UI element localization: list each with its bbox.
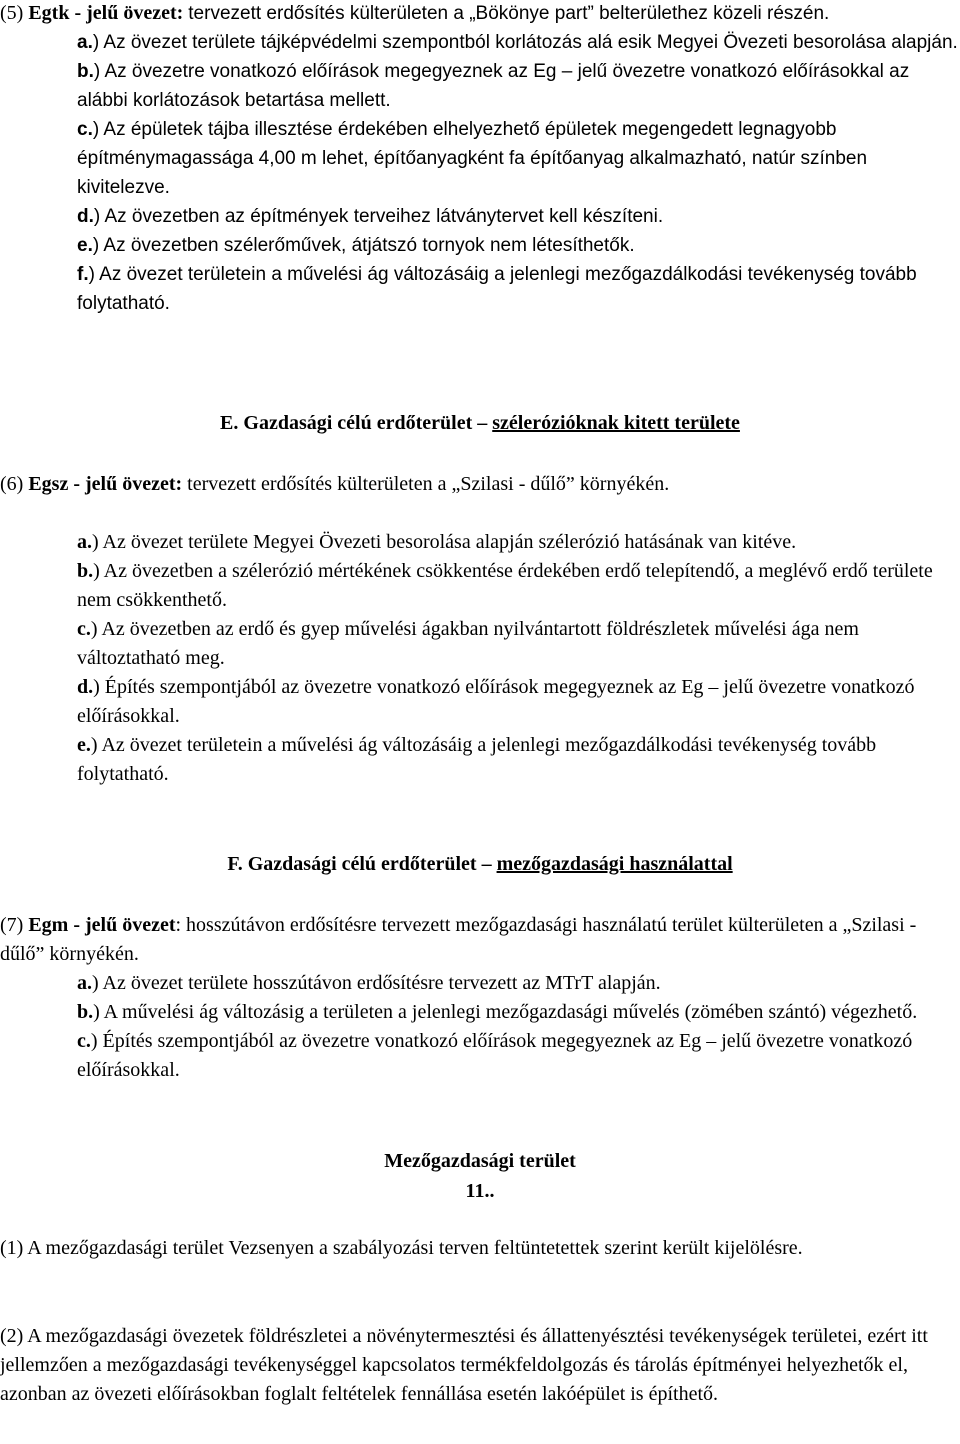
- section-7: [0, 911, 960, 1085]
- zone-name-egtk: Egtk - jelű övezet:: [28, 2, 184, 24]
- list-item-text: ) Építés szempontjából az övezetre vonatkozó előírások megegyeznek az Eg – jelű övezetre vonatkozó előírásokkal.: [77, 676, 915, 727]
- list-item: [0, 202, 960, 231]
- section-5: [0, 0, 960, 318]
- list-item-letter: a.: [77, 972, 92, 994]
- heading-e: E. Gazdasági célú erdőterület – szélerózióknak kitett területe: [220, 412, 740, 434]
- list-item-text: ) Az övezet területein a művelési ág változásáig a jelenlegi mezőgazdálkodási tevékenység tovább folytatható.: [77, 264, 917, 314]
- list-item-letter: d.: [77, 206, 94, 227]
- list-item-text: ) Az övezet területein a művelési ág változásáig a jelenlegi mezőgazdálkodási tevékenység tovább folytatható.: [77, 734, 877, 785]
- list-item-letter: c.: [77, 119, 93, 140]
- list-item: [0, 115, 960, 202]
- list-item-letter: e.: [77, 235, 93, 256]
- list-item: [0, 998, 960, 1027]
- list-item-text: ) Az övezet területe hosszútávon erdősítésre tervezett az MTrT alapján.: [92, 972, 661, 994]
- list-item-letter: f.: [77, 264, 89, 285]
- list-item-letter: b.: [77, 61, 94, 82]
- list-item: [0, 673, 960, 731]
- list-item: [0, 731, 960, 789]
- zone-name-egm: Egm - jelű övezet: [28, 914, 176, 936]
- list-item: [0, 57, 960, 115]
- list-item: [0, 28, 960, 57]
- section-5-list: [0, 28, 960, 318]
- list-item: [0, 528, 960, 557]
- paragraph-2: (2) A mezőgazdasági övezetek földrészletei a növénytermesztési és állattenyésztési tevékenységek területei, ezért itt jellemzően a mezőgazdasági tevékenységgel kapcsolatos termékfeldolgozás és tárolás építményei helyezhetők el, azonban az övezeti előírásokban foglalt feltételek fennállása esetén lakóépület is építhető.: [0, 1325, 928, 1405]
- heading-agricultural: Mezőgazdasági terület: [384, 1150, 576, 1172]
- list-item-text: ) Az övezetben az erdő és gyep művelési ágakban nyilvántartott földrészletek művelési ága nem változtatható meg.: [77, 618, 859, 669]
- list-item-letter: c.: [77, 1030, 91, 1052]
- list-item-letter: a.: [77, 32, 93, 53]
- section-6: [0, 470, 960, 499]
- list-item-text: ) Az övezetben szélerőművek, átjátszó tornyok nem létesíthetők.: [92, 235, 635, 256]
- heading-f: F. Gazdasági célú erdőterület – mezőgazdasági használattal: [227, 853, 733, 875]
- list-item-text: ) A művelési ág változásig a területen a jelenlegi mezőgazdasági művelés (zömében szántó) végezhető.: [93, 1001, 918, 1023]
- list-item: [0, 969, 960, 998]
- section-7-intro: (7) Egm - jelű övezet: hosszútávon erdősítésre tervezett mezőgazdasági használatú terület külterületen a „Szilasi - dűlő” környékén.: [0, 914, 917, 965]
- list-item: [0, 615, 960, 673]
- section-5-intro: (5) Egtk - jelű övezet: tervezett erdősítés külterületen a „Bökönye part” belterülethez közeli részén.: [0, 2, 830, 24]
- list-item-text: ) Építés szempontjából az övezetre vonatkozó előírások megegyeznek az Eg – jelű övezetre vonatkozó előírásokkal.: [77, 1030, 913, 1081]
- list-item: [0, 1027, 960, 1085]
- list-item-letter: d.: [77, 676, 94, 698]
- zone-name-egsz: Egsz - jelű övezet:: [28, 473, 183, 495]
- section-6-list: [0, 528, 960, 789]
- list-item-letter: b.: [77, 1001, 94, 1023]
- heading-paragraph-number: 11..: [465, 1180, 495, 1202]
- list-item-text: ) Az övezet területe tájképvédelmi szempontból korlátozás alá esik Megyei Övezeti besorolása alapján.: [92, 32, 958, 53]
- list-item-letter: e.: [77, 734, 91, 756]
- list-item-text: ) Az övezetre vonatkozó előírások megegyeznek az Eg – jelű övezetre vonatkozó előírásokkal az alábbi korlátozások betartása mellett.: [77, 61, 910, 111]
- list-item-text: ) Az épületek tájba illesztése érdekében elhelyezhető épületek megengedett legnagyobb építménymagassága 4,00 m lehet, építőanyagként fa építőanyag alkalmazható, natúr színben kivitelezve.: [77, 119, 868, 198]
- list-item-letter: b.: [77, 560, 94, 582]
- list-item-text: ) Az övezetben a szélerózió mértékének csökkentése érdekében erdő telepítendő, a meglévő erdő területe nem csökkenthető.: [77, 560, 933, 611]
- list-item-letter: a.: [77, 531, 92, 553]
- list-item-letter: c.: [77, 618, 91, 640]
- list-item-text: ) Az övezetben az építmények terveihez látványtervet kell készíteni.: [93, 206, 664, 227]
- section-6-intro: (6) Egsz - jelű övezet: tervezett erdősítés külterületen a „Szilasi - dűlő” környékén.: [0, 473, 670, 495]
- list-item: [0, 260, 960, 318]
- paragraph-1: (1) A mezőgazdasági terület Vezsenyen a szabályozási terven feltüntetettek szerint került kijelölésre.: [0, 1237, 803, 1259]
- list-item-text: ) Az övezet területe Megyei Övezeti besorolása alapján szélerózió hatásának van kitéve.: [92, 531, 797, 553]
- list-item: [0, 557, 960, 615]
- list-item: [0, 231, 960, 260]
